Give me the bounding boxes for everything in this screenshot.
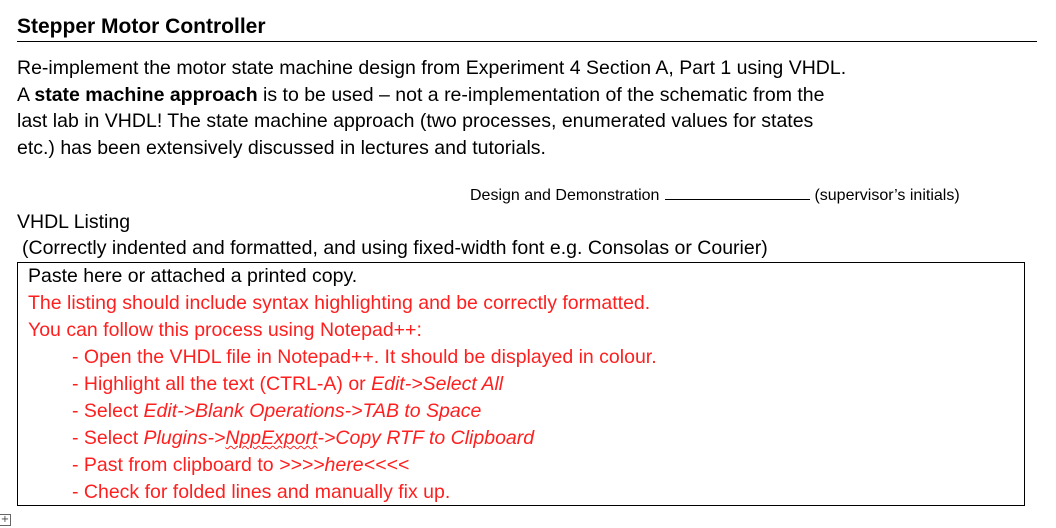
signoff-label: Design and Demonstration [470, 187, 660, 204]
intro-text: A [17, 83, 35, 106]
step-3-text: - Select [72, 400, 144, 422]
intro-line-2 [17, 82, 1047, 109]
table-move-handle-icon[interactable]: + [0, 514, 10, 525]
step-3 [28, 398, 1018, 425]
intro-text: is to be used – not a re-implementation of the schematic from the [257, 83, 825, 106]
section-heading: Stepper Motor Controller [17, 13, 1037, 42]
intro-line-4: etc.) has been extensively discussed in lectures and tutorials. [17, 136, 546, 159]
emphasis-state-machine: state machine approach [34, 83, 258, 106]
step-1: - Open the VHDL file in Notepad++. It should be displayed in colour. [72, 346, 657, 368]
red-note-1: The listing should include syntax highlighting and be correctly formatted. [28, 292, 651, 314]
step-4-menu-a: Plugins-> [143, 427, 226, 449]
step-4-spellcheck-word: NppExport [225, 427, 318, 449]
paste-instruction: Paste here or attached a printed copy. [28, 265, 358, 287]
step-3-menu: Edit->Blank Operations->TAB to Space [143, 400, 482, 422]
step-4 [28, 425, 1018, 452]
step-4-text: - Select [72, 427, 144, 449]
step-5 [28, 452, 1018, 479]
step-2 [28, 371, 1018, 398]
initials-blank-line[interactable] [665, 185, 810, 200]
red-note-2: You can follow this process using Notepad++: [28, 319, 422, 341]
listing-subtitle: (Correctly indented and formatted, and using fixed-width font e.g. Consolas or Courier) [22, 237, 768, 259]
step-2-menu: Edit->Select All [371, 373, 504, 395]
step-4-menu-b: ->Copy RTF to Clipboard [317, 427, 535, 449]
signoff-suffix: (supervisor’s initials) [814, 187, 960, 204]
intro-line-3: last lab in VHDL! The state machine approach (two processes, enumerated values for states [17, 110, 814, 132]
intro-line-1: Re-implement the motor state machine design from Experiment 4 Section A, Part 1 using VHDL. [17, 57, 847, 79]
step-5-marker: >>>>here<<<< [279, 454, 410, 476]
box-content [28, 263, 1018, 506]
step-5-text: - Past from clipboard to [72, 454, 279, 476]
step-2-text: - Highlight all the text (CTRL-A) or [72, 373, 372, 395]
step-6: - Check for folded lines and manually fix up. [72, 481, 451, 503]
signoff-row [470, 185, 960, 205]
listing-paste-box[interactable] [17, 262, 1025, 506]
intro-paragraph [17, 55, 1047, 161]
listing-title: VHDL Listing [17, 211, 131, 233]
